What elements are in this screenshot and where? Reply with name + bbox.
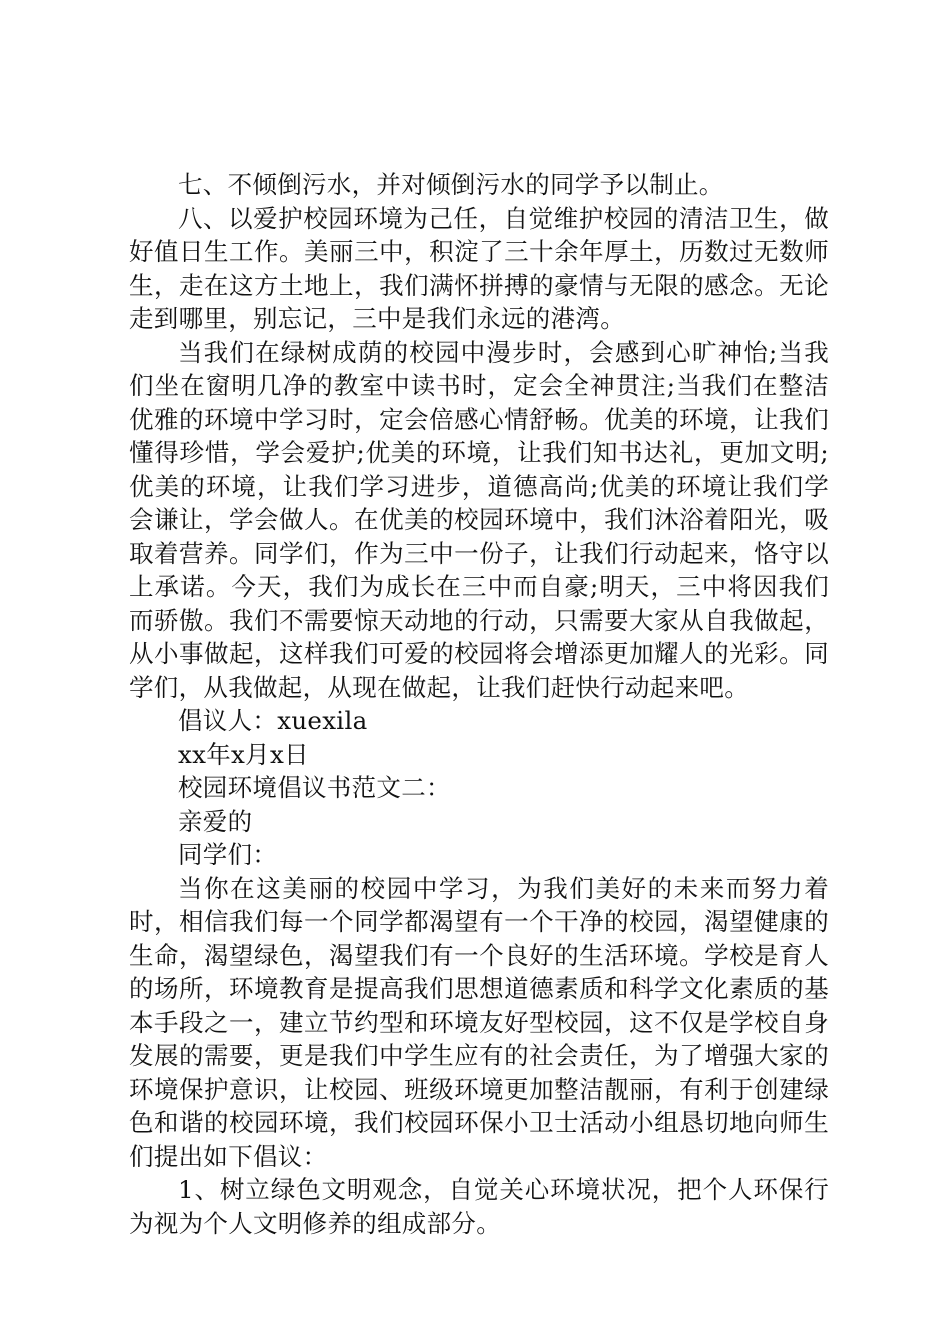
paragraph-intro-2: 当你在这美丽的校园中学习，为我们美好的未来而努力着时，相信我们每一个同学都渴望有一个干净的校园，渴望健康的生命，渴望绿色，渴望我们有一个良好的生活环境。学校是育人的场所，环境教育是提高我们思想道德素质和科学文化素质的基本手段之一，建立节约型和环境友好型校园，这不仅是学校自身发展的需要，更是我们中学生应有的社会责任，为了增强大家的环境保护意识，让校园、班级环境更加整洁靓丽，有利于创建绿色和谐的校园环境，我们校园环保小卫士活动小组恳切地向师生们提出如下倡议：: [129, 873, 829, 1171]
paragraph-proposal-1: 1、树立绿色文明观念，自觉关心环境状况，把个人环保行为视为个人文明修养的组成部分。: [129, 1175, 829, 1238]
proposer-line: 倡议人：xuexila: [178, 706, 368, 735]
salutation-line-1: 亲爱的: [178, 806, 253, 836]
paragraph-environment: 当我们在绿树成荫的校园中漫步时，会感到心旷神怡;当我们坐在窗明几净的教室中读书时，定会全神贯注;当我们在整洁优雅的环境中学习时，定会倍感心情舒畅。优美的环境，让我们懂得珍惜，学会爱护;优美的环境，让我们知书达礼，更加文明;优美的环境，让我们学习进步，道德高尚;优美的环境让我们学会谦让，学会做人。在优美的校园环境中，我们沐浴着阳光，吸取着营养。同学们，作为三中一份子，让我们行动起来，恪守以上承诺。今天，我们为成长在三中而自豪;明天，三中将因我们而骄傲。我们不需要惊天动地的行动，只需要大家从自我做起，从小事做起，这样我们可爱的校园将会增添更加耀人的光彩。同学们，从我做起，从现在做起，让我们赶快行动起来吧。: [129, 337, 829, 702]
paragraph-item-7: 七、不倾倒污水，并对倾倒污水的同学予以制止。: [178, 170, 724, 199]
document-body: [129, 168, 829, 1240]
date-line: xx年x月x日: [178, 739, 309, 769]
section-title-2: 校园环境倡议书范文二：: [178, 773, 451, 802]
paragraph-item-8: 八、以爱护校园环境为己任，自觉维护校园的清洁卫生，做好值日生工作。美丽三中，积淀了三十余年厚土，历数过无数师生，走在这方土地上，我们满怀拼搏的豪情与无限的感念。无论走到哪里，别忘记，三中是我们永远的港湾。: [129, 203, 829, 333]
salutation-line-2: 同学们：: [178, 840, 278, 869]
